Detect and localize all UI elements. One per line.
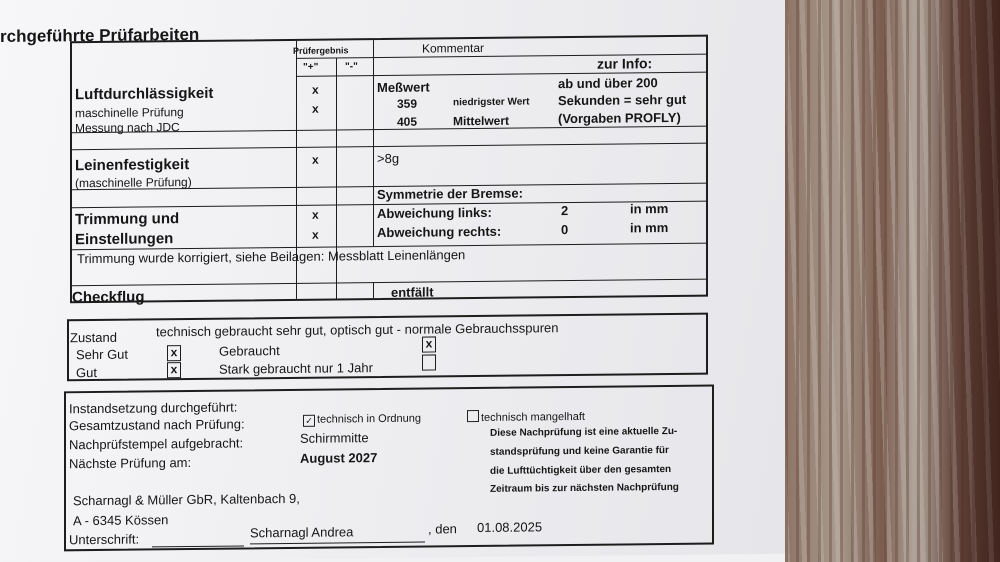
condition-option-used: Gebraucht	[219, 343, 280, 359]
minus-header: "-"	[345, 61, 358, 73]
brake-symmetry-label: Symmetrie der Bremse:	[377, 185, 523, 203]
condition-checkbox-very-good[interactable]: x	[167, 345, 181, 361]
document-heading: rchgeführte Prüfarbeiten	[0, 24, 200, 46]
condition-checkbox-used[interactable]: x	[422, 336, 436, 352]
air-permeability-sub1: maschinelle Prüfung	[75, 105, 184, 121]
trim-mark-2: x	[312, 227, 319, 242]
disclaimer-line-1: Diese Nachprüfung ist eine aktuelle Zu-	[490, 425, 678, 439]
stamp-label: Nachprüfstempel aufgebracht:	[69, 435, 244, 453]
condition-option-good: Gut	[76, 364, 97, 381]
disclaimer-line-4: Zeitraum bis zur nächsten Nachprüfung	[490, 481, 679, 495]
air-value-lowest: 359	[397, 96, 418, 111]
line-strength-mark: x	[312, 152, 319, 167]
condition-option-heavily-used: Stark gebraucht nur 1 Jahr	[219, 360, 373, 377]
condition-text: technisch gebraucht sehr gut, optisch gut - normale Gebrauchsspuren	[156, 320, 559, 340]
deviation-left-unit: in mm	[630, 201, 669, 217]
result-header: Prüfergebnis	[293, 45, 349, 56]
next-inspection-label: Nächste Prüfung am:	[69, 454, 192, 472]
deviation-left-value: 2	[561, 203, 569, 219]
signature-name: Scharnagl Andrea	[250, 524, 354, 541]
line-strength-value: >8g	[377, 150, 400, 167]
condition-option-very-good: Sehr Gut	[76, 346, 129, 363]
date-label: , den	[428, 521, 457, 537]
deviation-right-unit: in mm	[630, 220, 669, 236]
check-flight-title: Checkflug	[72, 288, 145, 307]
repair-done-label: Instandsetzung durchgeführt:	[69, 399, 238, 417]
line-strength-sub: (maschinelle Prüfung)	[75, 174, 192, 191]
signature-label: Unterschrift:	[69, 531, 140, 548]
air-mark-2: x	[312, 101, 319, 116]
air-mark-1: x	[312, 82, 319, 97]
technically-ok-label: technisch in Ordnung	[317, 412, 421, 426]
trim-note: Trimmung wurde korrigiert, siehe Beilagen: Messblatt Leinenlängen	[77, 247, 466, 267]
trim-mark-1: x	[312, 207, 319, 222]
technically-defective-label: technisch mangelhaft	[481, 410, 585, 424]
overall-condition-label: Gesamtzustand nach Prüfung:	[69, 416, 245, 434]
deviation-right-value: 0	[561, 222, 569, 238]
company-name: Scharnagl & Müller GbR, Kaltenbach 9,	[73, 490, 300, 509]
technically-ok-option	[303, 413, 421, 427]
next-inspection-value: August 2027	[300, 450, 378, 466]
condition-label: Zustand	[70, 329, 117, 346]
plus-header: "+"	[303, 61, 319, 73]
air-info-1: ab und über 200	[558, 75, 658, 92]
trim-title-1: Trimmung und	[75, 210, 180, 229]
condition-checkbox-good[interactable]: x	[167, 362, 181, 378]
air-info-3: (Vorgaben PROFLY)	[558, 109, 681, 127]
air-value-lowest-label: niedrigster Wert	[453, 96, 530, 109]
trim-title-2: Einstellungen	[75, 230, 174, 249]
deviation-left-label: Abweichung links:	[377, 204, 492, 222]
check-flight-value: entfällt	[391, 284, 434, 300]
for-info-header: zur Info:	[597, 55, 653, 72]
wooden-post-background	[785, 0, 1000, 562]
air-value-mean-label: Mittelwert	[453, 113, 510, 129]
disclaimer-line-3: die Lufttüchtigkeit über den gesamten	[490, 463, 672, 477]
air-permeability-sub2: Messung nach JDC	[75, 120, 180, 136]
technically-defective-option	[467, 409, 585, 424]
line-strength-title: Leinenfestigkeit	[75, 156, 190, 175]
stamp-location-value: Schirmmitte	[300, 430, 369, 446]
disclaimer-line-2: standsprüfung und keine Garantie für	[490, 444, 669, 458]
air-info-2: Sekunden = sehr gut	[558, 91, 687, 109]
air-permeability-title: Luftdurchlässigkeit	[75, 84, 214, 104]
comment-header: Kommentar	[422, 40, 485, 56]
technically-ok-checkbox[interactable]: ✓	[303, 415, 315, 427]
measured-value-label: Meßwert	[377, 79, 430, 96]
date-value: 01.08.2025	[477, 519, 543, 536]
air-value-mean: 405	[397, 114, 418, 129]
deviation-right-label: Abweichung rechts:	[377, 223, 502, 241]
condition-checkbox-heavily-used[interactable]	[422, 354, 436, 370]
company-address: A - 6345 Kössen	[73, 512, 169, 529]
technically-defective-checkbox[interactable]	[467, 410, 479, 422]
